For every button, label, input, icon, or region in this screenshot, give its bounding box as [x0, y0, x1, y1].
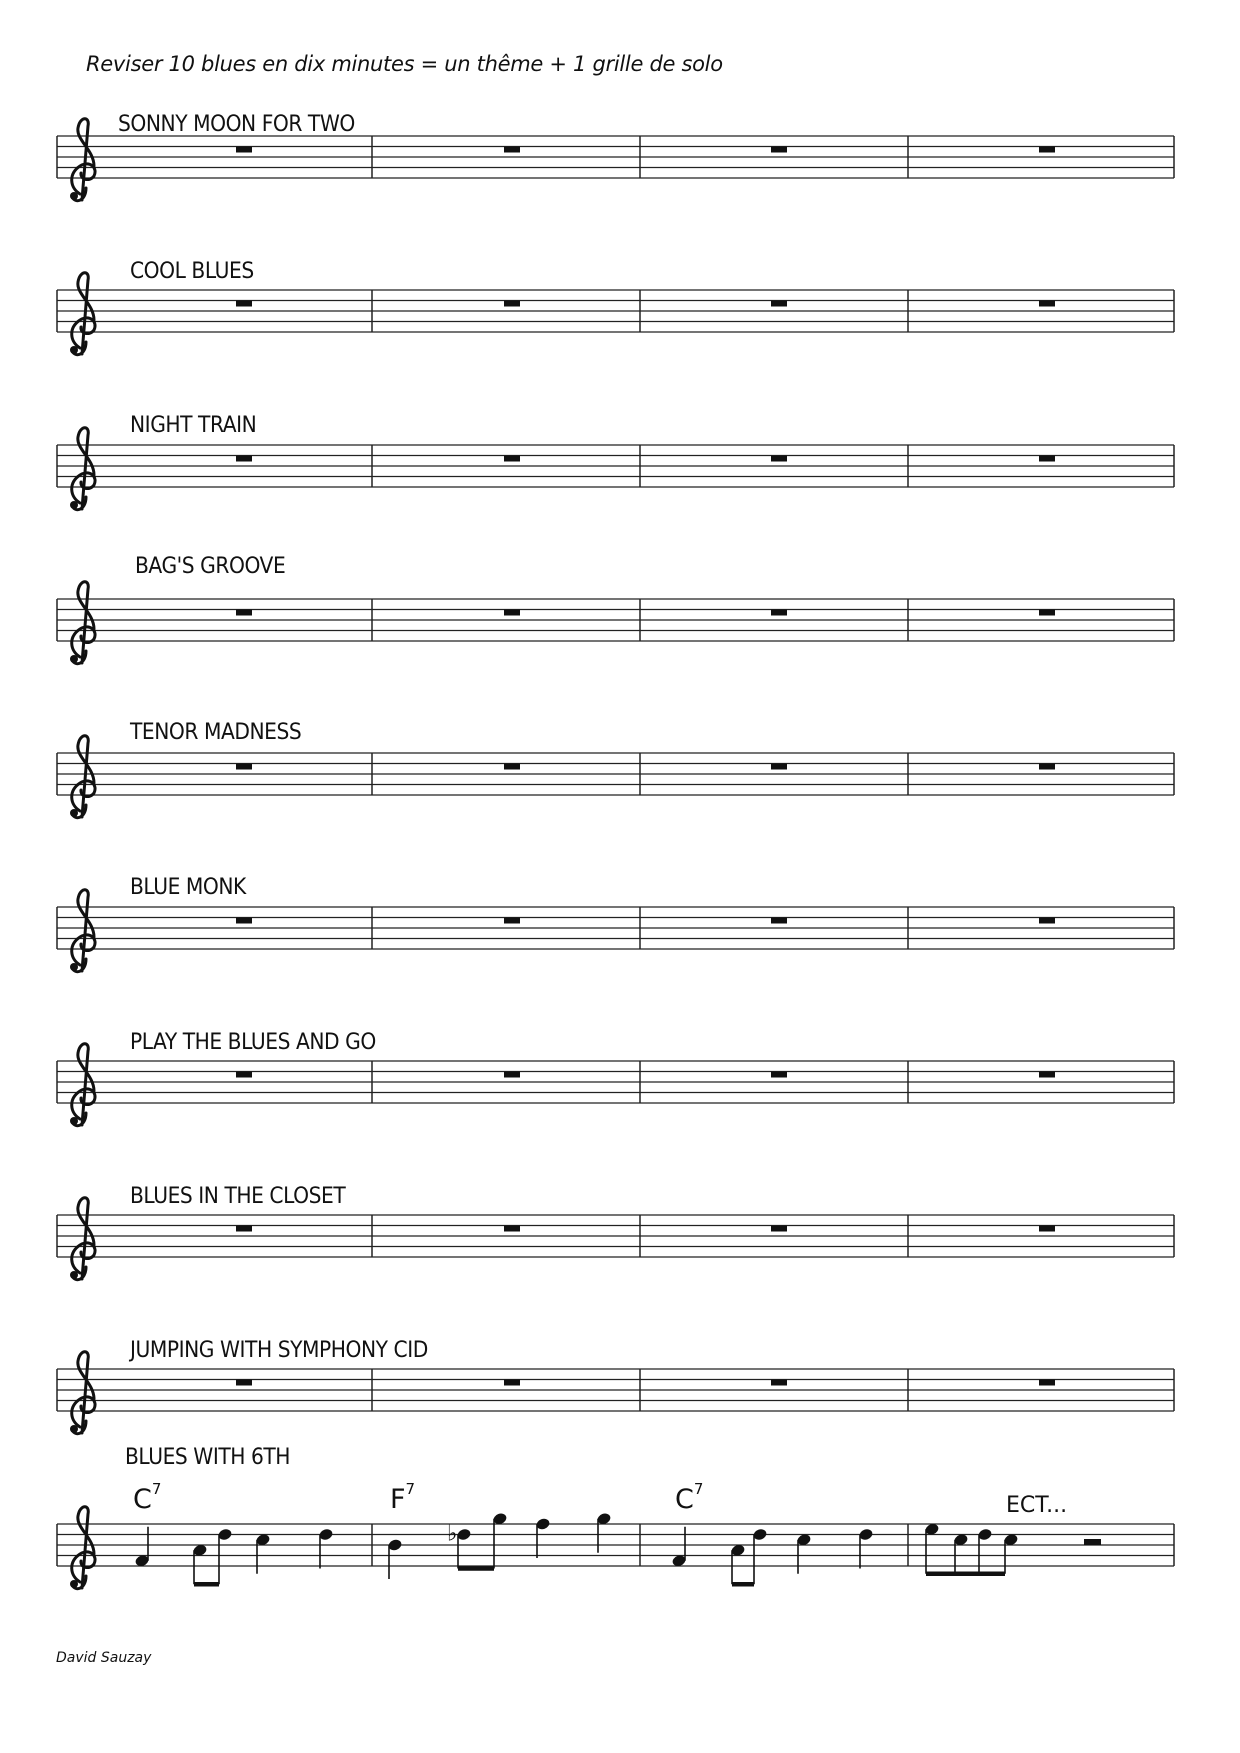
whole-rest: [1039, 610, 1055, 616]
whole-rest: [1039, 1226, 1055, 1232]
whole-rest: [504, 1226, 520, 1232]
tune-title: BLUE MONK: [130, 875, 246, 900]
chord-quality: 7: [151, 1480, 162, 1498]
tune-title: BAG'S GROOVE: [135, 554, 286, 579]
treble-clef-icon: [70, 119, 95, 201]
whole-rest: [236, 1380, 252, 1386]
treble-clef-icon: [70, 1044, 95, 1126]
whole-rest: [504, 610, 520, 616]
whole-rest: [504, 147, 520, 153]
whole-rest: [771, 1072, 787, 1078]
whole-rest: [236, 147, 252, 153]
whole-rest: [1039, 1072, 1055, 1078]
whole-rest: [1039, 764, 1055, 770]
continuation-text: ECT...: [1006, 1493, 1068, 1518]
whole-rest: [771, 1226, 787, 1232]
whole-rest: [1039, 301, 1055, 307]
whole-rest: [236, 1072, 252, 1078]
whole-rest: [504, 918, 520, 924]
treble-clef-icon: [70, 273, 95, 355]
author-credit: David Sauzay: [56, 1650, 152, 1666]
treble-clef-icon: [70, 582, 95, 664]
treble-clef-icon: [70, 890, 95, 972]
whole-rest: [236, 918, 252, 924]
whole-rest: [236, 456, 252, 462]
treble-clef-icon: [70, 428, 95, 510]
treble-clef-icon: [70, 1352, 95, 1434]
tune-title: PLAY THE BLUES AND GO: [130, 1030, 376, 1055]
whole-rest: [771, 610, 787, 616]
whole-rest: [504, 456, 520, 462]
page-title: Reviser 10 blues en dix minutes = un thême + 1 grille de solo: [86, 52, 723, 76]
treble-clef-icon: [70, 1198, 95, 1280]
tune-title: BLUES WITH 6TH: [125, 1445, 291, 1470]
whole-rest: [236, 1226, 252, 1232]
tune-title: JUMPING WITH SYMPHONY CID: [130, 1338, 428, 1363]
chord-root: C: [133, 1484, 152, 1515]
whole-rest: [771, 301, 787, 307]
tune-title: TENOR MADNESS: [130, 720, 302, 745]
whole-rest: [504, 1072, 520, 1078]
chord-root: F: [390, 1484, 406, 1515]
whole-rest: [236, 610, 252, 616]
chord-root: C: [675, 1484, 694, 1515]
whole-rest: [771, 1380, 787, 1386]
half-rest: [1084, 1539, 1101, 1545]
flat-icon: ♭: [447, 1521, 458, 1547]
treble-clef-icon: [70, 736, 95, 818]
whole-rest: [771, 764, 787, 770]
tune-title: COOL BLUES: [130, 259, 254, 284]
tune-title: BLUES IN THE CLOSET: [130, 1184, 346, 1209]
whole-rest: [236, 764, 252, 770]
tune-title: SONNY MOON FOR TWO: [118, 112, 355, 137]
chord-quality: 7: [693, 1480, 704, 1498]
whole-rest: [504, 301, 520, 307]
treble-clef-icon: [70, 1507, 95, 1589]
whole-rest: [1039, 147, 1055, 153]
chord-quality: 7: [405, 1480, 416, 1498]
whole-rest: [504, 764, 520, 770]
tune-title: NIGHT TRAIN: [130, 413, 257, 438]
whole-rest: [504, 1380, 520, 1386]
whole-rest: [1039, 1380, 1055, 1386]
whole-rest: [771, 918, 787, 924]
whole-rest: [236, 301, 252, 307]
whole-rest: [771, 456, 787, 462]
whole-rest: [771, 147, 787, 153]
whole-rest: [1039, 918, 1055, 924]
whole-rest: [1039, 456, 1055, 462]
